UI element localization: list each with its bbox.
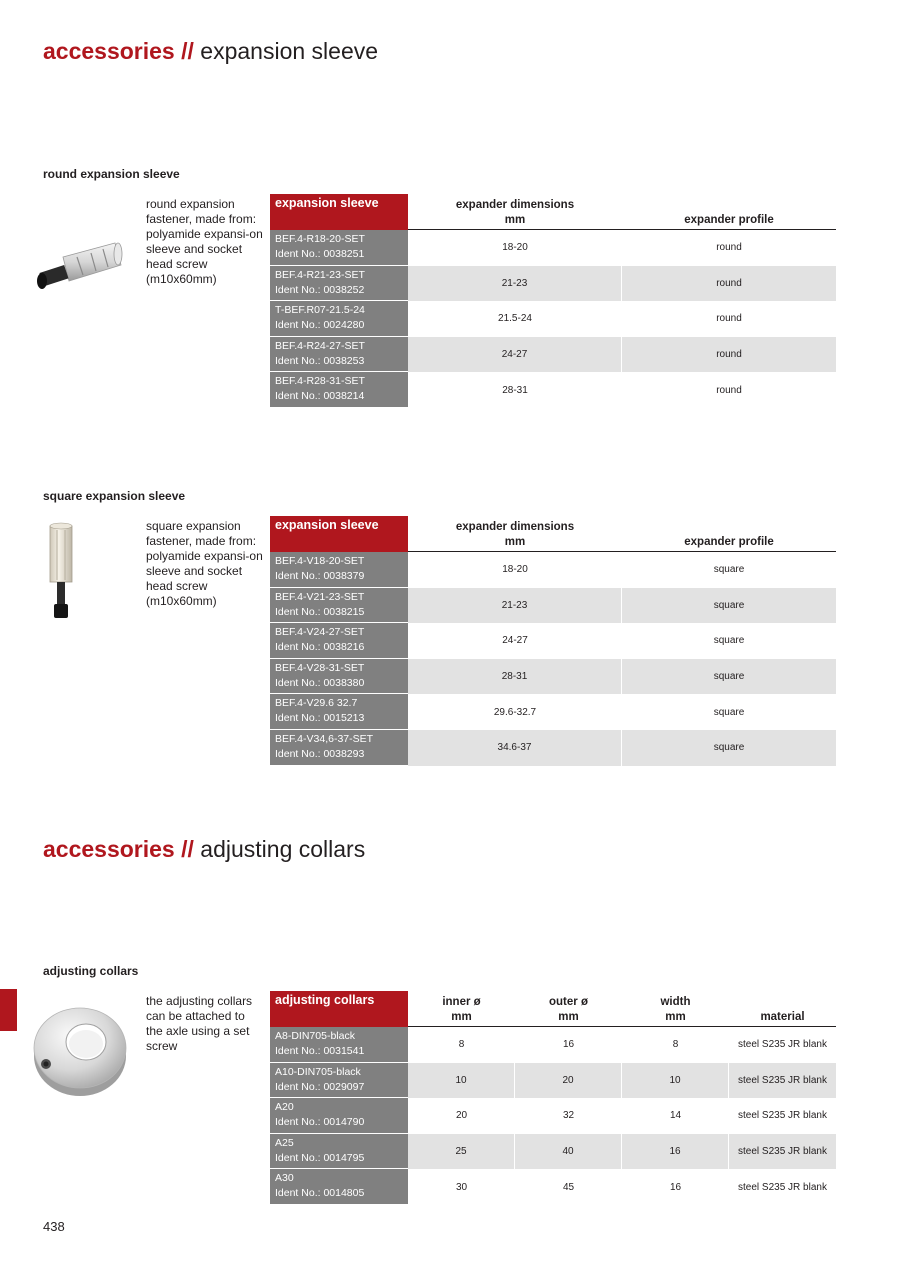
product-code: BEF.4-V34,6-37-SET [275,732,374,745]
outer-cell: 45 [562,1181,575,1193]
width-cell: 10 [622,1063,729,1099]
material-cell: steel S235 JR blank [738,1181,827,1193]
square-expansion-sleeve-image [48,522,74,622]
product-code: BEF.4-V18-20-SET [275,555,365,567]
dimension-cell: 21.5-24 [498,313,532,325]
table-row [270,301,836,337]
ident-number: Ident No.: 0014805 [275,1187,365,1200]
id-cell [270,372,408,408]
round-subtitle: round expansion sleeve [43,167,180,181]
id-cell [270,266,408,302]
product-code: A30 [275,1172,294,1185]
table-row [270,230,836,266]
material-cell: steel S235 JR blank [738,1039,827,1051]
outer-diameter-column-header [515,995,622,1025]
collars-subtitle: adjusting collars [43,964,139,978]
table-header [270,991,836,1027]
dimension-cell: 18-20 [502,564,528,576]
outer-cell: 16 [562,1039,575,1051]
dimensions-label: expander dimensions [455,521,575,533]
table-row [270,1098,836,1134]
dimensions-unit: mm [504,214,526,226]
table-row [270,1134,836,1170]
id-cell [270,694,408,730]
id-cell [270,337,408,373]
product-code: BEF.4-V29.6 32.7 [275,697,358,710]
section-title: expansion sleeve [200,38,379,64]
round-expansion-sleeve-image [33,235,123,301]
table-header [270,194,836,230]
collars-description: the adjusting collars can be attached to the axle using a set screw [146,994,253,1053]
width-unit: mm [665,1011,686,1023]
id-cell [270,1134,408,1170]
table-row [270,730,836,766]
dimensions-column-header [440,520,590,550]
width-cell: 16 [622,1134,729,1170]
ident-number: Ident No.: 0024280 [275,319,365,332]
section-heading-expansion [43,40,378,63]
profile-cell: round [716,384,742,396]
id-cell [270,301,408,337]
table-row [270,266,836,302]
id-cell [270,659,408,695]
table-row [270,1169,836,1205]
product-code: BEF.4-R24-27-SET [275,339,365,352]
ident-number: Ident No.: 0038215 [275,605,365,618]
product-code: A25 [275,1136,294,1149]
dimension-cell: 24-27 [502,635,528,647]
profile-cell: square [622,659,836,695]
table-title-cell: expansion sleeve [270,516,408,552]
dimensions-label: expander dimensions [455,199,575,211]
id-cell [270,623,408,659]
inner-cell: 10 [408,1063,515,1099]
inner-diameter-column-header [408,995,515,1025]
id-cell [270,1063,408,1099]
profile-column-header: expander profile [684,214,774,226]
ident-number: Ident No.: 0038379 [275,570,365,582]
product-code: T-BEF.R07-21.5-24 [275,304,365,317]
profile-cell: round [622,266,836,302]
dimension-cell: 21-23 [408,588,622,624]
table-row [270,1027,836,1063]
page-edge-tab [0,989,17,1031]
ident-number: Ident No.: 0031541 [275,1045,365,1057]
collars-table [270,991,836,1205]
dimensions-column-header [440,198,590,228]
table-row [270,372,836,408]
ident-number: Ident No.: 0038251 [275,248,365,260]
width-label: width [660,996,691,1008]
outer-cell: 20 [515,1063,622,1099]
ident-number: Ident No.: 0038253 [275,354,365,367]
dimension-cell: 29.6-32.7 [493,706,537,718]
section-heading-collars [43,838,365,861]
inner-cell: 8 [458,1039,465,1051]
brand-label: accessories // [43,836,194,862]
profile-cell: square [713,564,745,576]
profile-cell: square [713,635,745,647]
ident-number: Ident No.: 0038293 [275,747,365,760]
profile-column-header: expander profile [684,536,774,548]
material-cell: steel S235 JR blank [729,1134,836,1170]
brand-label: accessories // [43,38,194,64]
ident-number: Ident No.: 0015213 [275,712,365,725]
square-description: square expansion fastener, made from: polyamide expansi-on sleeve and socket head screw (m10x60mm) [146,519,263,608]
ident-number: Ident No.: 0014790 [275,1116,365,1129]
width-cell: 14 [669,1110,682,1122]
ident-number: Ident No.: 0038252 [275,283,365,296]
profile-cell: round [716,313,742,325]
page-number: 438 [43,1219,65,1234]
width-cell: 16 [669,1181,682,1193]
ident-number: Ident No.: 0038380 [275,676,365,689]
table-row [270,337,836,373]
inner-unit: mm [451,1011,472,1023]
round-table [270,194,836,408]
product-code: BEF.4-R28-31-SET [275,375,365,388]
material-column-header: material [760,1011,805,1023]
ident-number: Ident No.: 0014795 [275,1151,365,1164]
ident-number: Ident No.: 0029097 [275,1080,365,1093]
adjusting-collar-image [28,1000,128,1098]
table-header [270,516,836,552]
table-row [270,694,836,730]
width-column-header [622,995,729,1025]
dimensions-unit: mm [504,536,526,548]
table-row [270,552,836,588]
outer-unit: mm [558,1011,579,1023]
id-cell [270,552,408,588]
inner-cell: 25 [408,1134,515,1170]
dimension-cell: 18-20 [502,242,528,254]
profile-cell: round [716,242,742,254]
width-cell: 8 [672,1039,679,1051]
id-cell [270,230,408,266]
inner-label: inner ø [442,996,481,1008]
id-cell [270,1027,408,1063]
id-cell [270,1098,408,1134]
square-table [270,516,836,766]
dimension-cell: 28-31 [502,384,528,396]
round-description: round expansion fastener, made from: polyamide expansi-on sleeve and socket head screw (m10x60mm) [146,197,263,286]
table-row [270,623,836,659]
outer-cell: 32 [562,1110,575,1122]
ident-number: Ident No.: 0038214 [275,390,365,403]
ident-number: Ident No.: 0038216 [275,641,365,654]
product-code: A8-DIN705-black [275,1030,355,1042]
dimension-cell: 28-31 [408,659,622,695]
id-cell [270,588,408,624]
id-cell [270,730,408,766]
profile-cell: round [622,337,836,373]
inner-cell: 30 [455,1181,468,1193]
product-code: BEF.4-V21-23-SET [275,590,365,603]
dimension-cell: 24-27 [408,337,622,373]
product-code: BEF.4-R18-20-SET [275,233,365,245]
profile-cell: square [622,730,836,766]
id-cell [270,1169,408,1205]
outer-cell: 40 [515,1134,622,1170]
profile-cell: square [713,706,745,718]
table-title-cell: adjusting collars [270,991,408,1027]
square-subtitle: square expansion sleeve [43,489,186,503]
material-cell: steel S235 JR blank [738,1110,827,1122]
product-code: A20 [275,1101,294,1114]
product-code: BEF.4-V28-31-SET [275,661,365,674]
section-title: adjusting collars [200,836,366,862]
product-code: BEF.4-R21-23-SET [275,268,365,281]
table-row [270,588,836,624]
profile-cell: square [622,588,836,624]
table-title-cell: expansion sleeve [270,194,408,230]
product-code: BEF.4-V24-27-SET [275,626,365,639]
dimension-cell: 21-23 [408,266,622,302]
inner-cell: 20 [455,1110,468,1122]
table-row [270,1063,836,1099]
outer-label: outer ø [549,996,588,1008]
product-code: A10-DIN705-black [275,1065,361,1078]
table-row [270,659,836,695]
dimension-cell: 34.6-37 [408,730,622,766]
material-cell: steel S235 JR blank [729,1063,836,1099]
